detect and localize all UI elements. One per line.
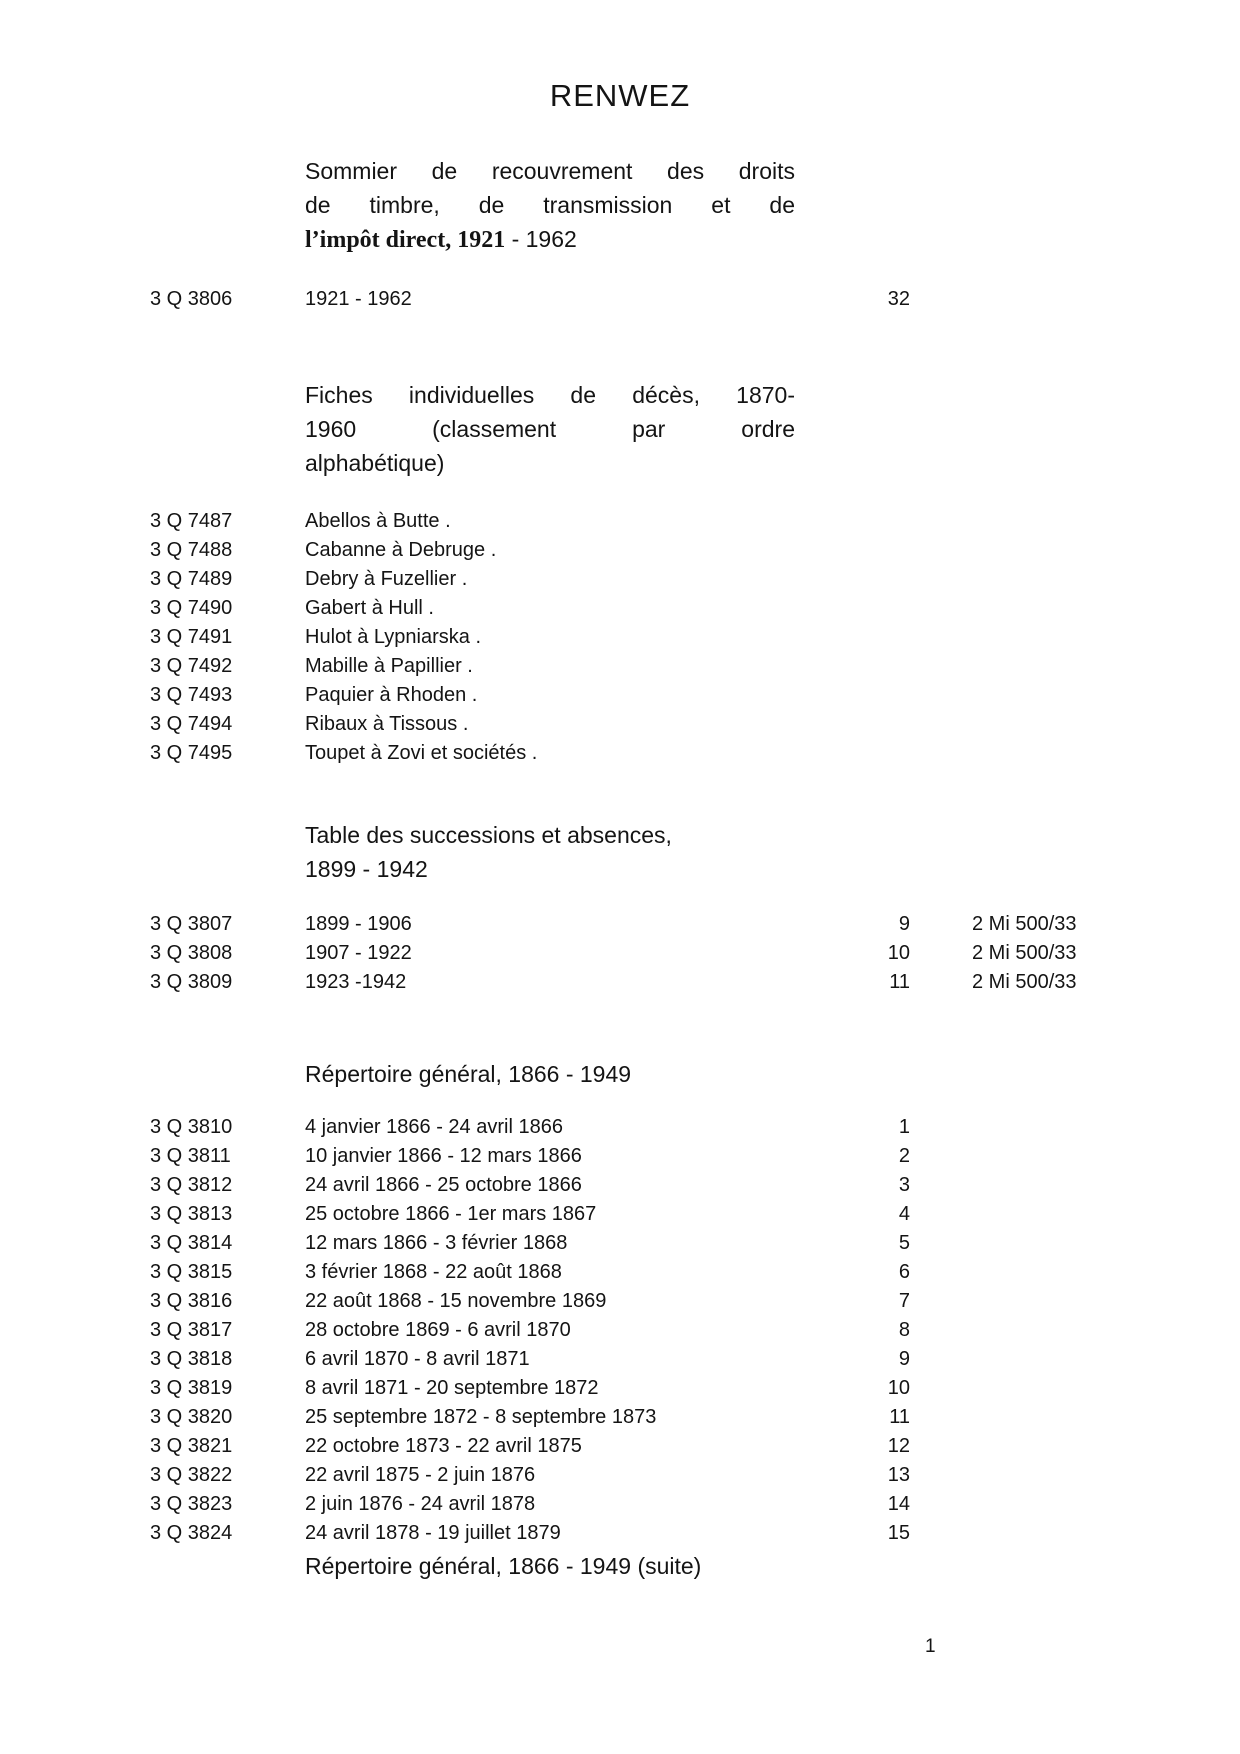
entry-page: 6: [898, 1261, 910, 1283]
heading-line: [305, 818, 795, 852]
entries-list: [150, 285, 1240, 314]
section-heading: [305, 818, 795, 886]
entry-page: [790, 565, 910, 594]
section: [150, 818, 1240, 997]
entry-microfilm: [910, 1113, 1160, 1142]
heading-line: [305, 852, 795, 886]
entry-page: 2: [898, 1145, 910, 1167]
entry-cote: 3 Q 3814: [150, 1232, 233, 1254]
entry-microfilm: [910, 739, 1160, 768]
entry-page: 11: [889, 1406, 910, 1428]
entry-description: Cabanne à Debruge .: [305, 539, 497, 561]
section: [150, 378, 1240, 768]
entry-cote: 3 Q 3817: [150, 1319, 233, 1341]
heading-line: [305, 1057, 795, 1091]
entry-description: Gabert à Hull .: [305, 597, 434, 619]
entry-microfilm: 2 Mi 500/33: [972, 913, 1077, 935]
entry-row: [150, 623, 1240, 652]
entry-microfilm: [910, 507, 1160, 536]
entry-microfilm: [910, 1200, 1160, 1229]
entry-row: [150, 939, 1240, 968]
entry-microfilm: [910, 1519, 1160, 1548]
entry-cote: 3 Q 3809: [150, 971, 233, 993]
entry-page: 12: [887, 1435, 910, 1457]
entry-description: Hulot à Lypniarska .: [305, 626, 482, 648]
entry-description: 1899 - 1906: [305, 913, 412, 935]
heading-text: l’impôt direct, 1921: [305, 227, 506, 253]
entry-row: [150, 1461, 1240, 1490]
entries-list: [150, 1113, 1240, 1548]
entry-description: 25 septembre 1872 - 8 septembre 1873: [305, 1406, 657, 1428]
entry-description: Mabille à Papillier .: [305, 655, 473, 677]
entry-cote: 3 Q 3820: [150, 1406, 233, 1428]
entry-page: 10: [887, 1377, 910, 1399]
entry-page: 9: [898, 913, 910, 935]
entry-description: Ribaux à Tissous .: [305, 713, 469, 735]
entry-description: 22 avril 1875 - 2 juin 1876: [305, 1464, 536, 1486]
entry-cote: 3 Q 7489: [150, 568, 233, 590]
entry-microfilm: [910, 1316, 1160, 1345]
entry-page: 9: [898, 1348, 910, 1370]
entry-page: [790, 536, 910, 565]
entry-page: 10: [887, 942, 910, 964]
entry-microfilm: [910, 1345, 1160, 1374]
entry-page: [790, 739, 910, 768]
entry-description: 3 février 1868 - 22 août 1868: [305, 1261, 562, 1283]
heading-text: - 1962: [505, 226, 577, 252]
entry-page: 3: [898, 1174, 910, 1196]
entry-cote: 3 Q 3824: [150, 1522, 233, 1544]
heading-line: [305, 378, 795, 412]
entry-row: [150, 536, 1240, 565]
entry-microfilm: [910, 1403, 1160, 1432]
entry-cote: 3 Q 7492: [150, 655, 233, 677]
heading-line: [305, 446, 795, 480]
entry-cote: 3 Q 3816: [150, 1290, 233, 1312]
entry-microfilm: 2 Mi 500/33: [972, 971, 1077, 993]
entry-row: [150, 739, 1240, 768]
entry-microfilm: [910, 565, 1160, 594]
entry-page: [790, 594, 910, 623]
heading-line: [305, 412, 795, 446]
entry-cote: 3 Q 3813: [150, 1203, 233, 1225]
page-title: RENWEZ: [549, 78, 691, 113]
entry-row: [150, 1287, 1240, 1316]
entry-microfilm: [910, 1490, 1160, 1519]
entry-page: 15: [887, 1522, 910, 1544]
entry-page: [790, 507, 910, 536]
heading-text: alphabétique): [305, 450, 445, 476]
entry-description: 6 avril 1870 - 8 avril 1871: [305, 1348, 530, 1370]
entry-cote: 3 Q 3806: [150, 288, 233, 310]
entry-page: 7: [898, 1290, 910, 1312]
entry-cote: 3 Q 3810: [150, 1116, 233, 1138]
entry-microfilm: [910, 1229, 1160, 1258]
entry-row: [150, 652, 1240, 681]
entry-page: 8: [898, 1319, 910, 1341]
entry-description: 24 avril 1878 - 19 juillet 1879: [305, 1522, 561, 1544]
section-heading: [305, 1057, 795, 1091]
entry-row: [150, 1316, 1240, 1345]
entry-description: 12 mars 1866 - 3 février 1868: [305, 1232, 568, 1254]
entry-description: Debry à Fuzellier .: [305, 568, 468, 590]
entry-description: 1907 - 1922: [305, 942, 412, 964]
entry-microfilm: [910, 1258, 1160, 1287]
entry-cote: 3 Q 7491: [150, 626, 233, 648]
heading-text: Sommier de recouvrement des droits: [305, 158, 795, 184]
entry-row: [150, 285, 1240, 314]
section-heading: [305, 378, 795, 480]
section-heading-suite: Répertoire général, 1866 - 1949 (suite): [305, 1553, 702, 1579]
heading-text: Table des successions et absences,: [305, 822, 672, 848]
heading-line: [305, 188, 795, 222]
entry-description: 8 avril 1871 - 20 septembre 1872: [305, 1377, 599, 1399]
entry-cote: 3 Q 7487: [150, 510, 233, 532]
entry-microfilm: [910, 652, 1160, 681]
entry-microfilm: [910, 1171, 1160, 1200]
heading-text: Répertoire général, 1866 - 1949: [305, 1061, 632, 1087]
section: [150, 1057, 1240, 1582]
entry-description: 25 octobre 1866 - 1er mars 1867: [305, 1203, 597, 1225]
entry-page: 32: [887, 288, 910, 310]
entry-cote: 3 Q 7493: [150, 684, 233, 706]
entry-microfilm: [910, 1142, 1160, 1171]
entries-list: [150, 507, 1240, 768]
entry-cote: 3 Q 3807: [150, 913, 233, 935]
entry-description: 10 janvier 1866 - 12 mars 1866: [305, 1145, 582, 1167]
entry-microfilm: [910, 594, 1160, 623]
entry-row: [150, 507, 1240, 536]
document-page: RENWEZ Sommier de recouvrement des droits de timbre, de transmission et de l’impôt direct, 1921 - 1962 3 Q 3806 1921 - 1962 32 Fiches individuelles de décès, 1870- 1960 (classement par ordre alphabétique) 3 Q 7487 Abellos à Butte . 3 Q 7488 Cabanne à Debruge . 3 Q 7489 Debry à Fuzellier . 3 Q 7490 Gabert à Hull . 3 Q 7491 Hulot à Lypniarska . 3 Q 7492 Mabille à Papillier . 3 Q 7493 Paquier à Rhoden . 3 Q 7494 Ribaux à Tissous . 3 Q 7495 Toupet à Zovi et sociétés . Table des successions et absences, 1899 - 1942 3 Q 3807 1899 - 1906 9 2 Mi 500/33 3 Q 3808 1907 - 1922 10 2 Mi 500/33 3 Q 3809 1923 -1942 11 2 Mi 500/33 Répertoire général, 1866 - 1949 3 Q 3810 4 janvier 1866 - 24 avril 1866 1 3 Q 3811 10 janvier 1866 - 12 mars 1866 2 3 Q 3812 24 avril 1866 - 25 octobre 1866 3 3 Q 3813 25 octobre 1866 - 1er mars 1867 4 3 Q 3814 12 mars 1866 - 3 février 1868 5 3 Q 3815 3 février 1868 - 22 août 1868 6 3 Q 3816 22 août 1868 - 15 novembre 1869 7 3 Q 3817 28 octobre 1869 - 6 avril 1870 8 3 Q 3818 6 avril 1870 - 8 avril 1871 9 3 Q 3819 8 avril 1871 - 20 septembre 1872 10 3 Q 3820 25 septembre 1872 - 8 septembre 1873 11 3 Q 3821 22 octobre 1873 - 22 avril 1875 12 3 Q 3822 22 avril 1875 - 2 juin 1876 13 3 Q 3823 2 juin 1876 - 24 avril 1878 14 3 Q 3824 24 avril 1878 - 19 juillet 1879 15 Répertoire général, 1866 - 1949 (suite) 1: [0, 0, 1240, 1754]
entry-description: 24 avril 1866 - 25 octobre 1866: [305, 1174, 582, 1196]
entry-page: 5: [898, 1232, 910, 1254]
entry-microfilm: [910, 681, 1160, 710]
entry-cote: 3 Q 3815: [150, 1261, 233, 1283]
entry-page: 1: [898, 1116, 910, 1138]
entry-cote: 3 Q 7490: [150, 597, 233, 619]
entry-description: Paquier à Rhoden .: [305, 684, 478, 706]
entry-cote: 3 Q 3812: [150, 1174, 233, 1196]
entry-description: Abellos à Butte .: [305, 510, 451, 532]
sections-container: [150, 154, 1240, 1582]
entry-microfilm: [910, 1461, 1160, 1490]
entries-list: [150, 910, 1240, 997]
entry-page: [790, 710, 910, 739]
entry-row: [150, 1519, 1240, 1548]
entry-microfilm: 2 Mi 500/33: [972, 942, 1077, 964]
entry-row: [150, 1403, 1240, 1432]
entry-description: 1923 -1942: [305, 971, 407, 993]
entry-description: 4 janvier 1866 - 24 avril 1866: [305, 1116, 563, 1138]
entry-row: [150, 565, 1240, 594]
entry-row: [150, 681, 1240, 710]
entry-microfilm: [910, 536, 1160, 565]
entry-page: 13: [887, 1464, 910, 1486]
entry-row: [150, 1229, 1240, 1258]
heading-text: de timbre, de transmission et de: [305, 192, 795, 218]
entry-cote: 3 Q 7494: [150, 713, 233, 735]
entry-row: [150, 1200, 1240, 1229]
entry-cote: 3 Q 7495: [150, 742, 233, 764]
entry-page: 4: [898, 1203, 910, 1225]
entry-row: [150, 594, 1240, 623]
entry-page: [790, 652, 910, 681]
entry-cote: 3 Q 3819: [150, 1377, 233, 1399]
entry-description: 28 octobre 1869 - 6 avril 1870: [305, 1319, 571, 1341]
heading-text: Fiches individuelles de décès, 1870-: [305, 382, 795, 408]
entry-description: 22 août 1868 - 15 novembre 1869: [305, 1290, 607, 1312]
entry-description: 1921 - 1962: [305, 288, 412, 310]
entry-row: [150, 1490, 1240, 1519]
section-heading: [305, 154, 795, 257]
entry-microfilm: [910, 285, 1160, 314]
entry-row: [150, 1374, 1240, 1403]
entry-description: 22 octobre 1873 - 22 avril 1875: [305, 1435, 582, 1457]
entry-cote: 3 Q 3818: [150, 1348, 233, 1370]
entry-row: [150, 1258, 1240, 1287]
entry-cote: 3 Q 3811: [150, 1145, 231, 1167]
heading-line: [305, 154, 795, 188]
section: [150, 154, 1240, 314]
entry-description: 2 juin 1876 - 24 avril 1878: [305, 1493, 536, 1515]
entry-cote: 3 Q 3808: [150, 942, 233, 964]
entry-row: [150, 1171, 1240, 1200]
entry-microfilm: [910, 1374, 1160, 1403]
entry-row: [150, 710, 1240, 739]
entry-row: [150, 1345, 1240, 1374]
heading-text: 1899 - 1942: [305, 856, 428, 882]
heading-text: 1960 (classement par ordre: [305, 416, 795, 442]
heading-line: [305, 222, 795, 257]
entry-microfilm: [910, 1287, 1160, 1316]
entry-row: [150, 1113, 1240, 1142]
entry-row: [150, 1142, 1240, 1171]
entry-row: [150, 968, 1240, 997]
entry-microfilm: [910, 710, 1160, 739]
entry-cote: 3 Q 3822: [150, 1464, 233, 1486]
entry-page: 14: [887, 1493, 910, 1515]
entry-description: Toupet à Zovi et sociétés .: [305, 742, 538, 764]
entry-page: [790, 681, 910, 710]
entry-row: [150, 1432, 1240, 1461]
entry-cote: 3 Q 7488: [150, 539, 233, 561]
entry-cote: 3 Q 3823: [150, 1493, 233, 1515]
entry-microfilm: [910, 1432, 1160, 1461]
entry-page: 11: [889, 971, 910, 993]
entry-cote: 3 Q 3821: [150, 1435, 233, 1457]
entry-microfilm: [910, 623, 1160, 652]
entry-page: [790, 623, 910, 652]
entry-row: [150, 910, 1240, 939]
